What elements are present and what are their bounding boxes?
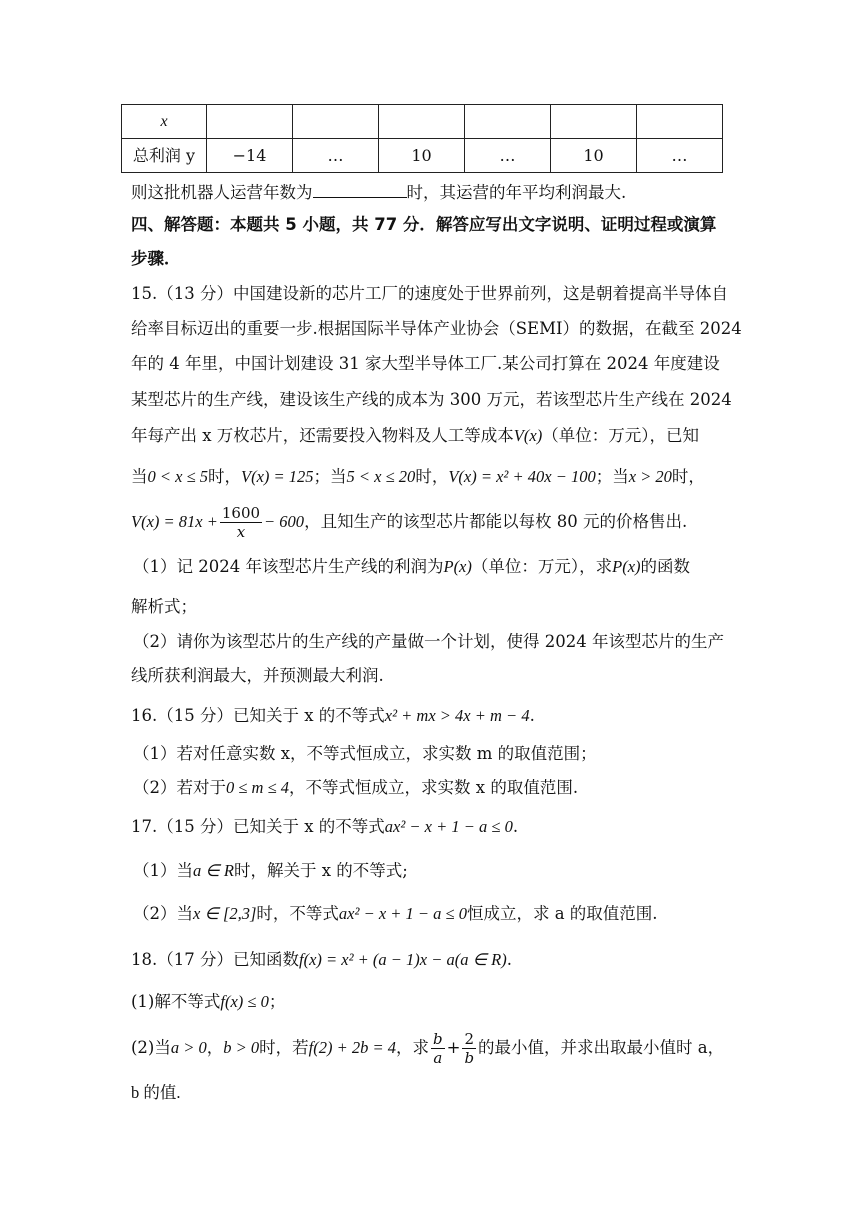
text: 时， bbox=[415, 467, 449, 486]
data-table bbox=[121, 104, 723, 173]
text: (2)当 bbox=[131, 1038, 171, 1057]
table-cell: 10 bbox=[379, 139, 465, 173]
text: 时，不等式 bbox=[256, 904, 339, 923]
formula: x² + mx > 4x + m − 4 bbox=[384, 706, 530, 725]
formula: V(x) = x² + 40x − 100 bbox=[448, 467, 596, 486]
table-cell: x bbox=[122, 105, 207, 139]
q15-line-1: 15.（13 分）中国建设新的芯片工厂的速度处于世界前列，这是朝着提高半导体自 bbox=[131, 284, 728, 303]
text: 则这批机器人运营年数为 bbox=[131, 183, 313, 202]
formula: f(x) ≤ 0 bbox=[220, 992, 269, 1011]
q15-line-6 bbox=[131, 466, 705, 488]
text: ； bbox=[268, 992, 286, 1011]
q15-part-2-cont: 线所获利润最大，并预测最大利润. bbox=[131, 666, 384, 685]
text: 时，其运营的年平均利润最大. bbox=[406, 183, 627, 202]
text: 16.（15 分）已知关于 x 的不等式 bbox=[131, 706, 385, 725]
fraction bbox=[462, 1030, 476, 1067]
fraction bbox=[431, 1030, 445, 1067]
text: （1）记 2024 年该型芯片生产线的利润为 bbox=[133, 557, 444, 576]
table-cell bbox=[379, 105, 465, 139]
q15-line-4: 某型芯片的生产线，建设该生产线的成本为 300 万元，若该型芯片生产线在 2024 bbox=[131, 390, 732, 409]
table-cell bbox=[207, 105, 293, 139]
text: . bbox=[529, 706, 535, 725]
q15-part-1-cont: 解析式； bbox=[131, 597, 197, 616]
q15-line-7 bbox=[131, 500, 687, 544]
numerator: b bbox=[433, 1030, 443, 1048]
q17-part-2 bbox=[133, 903, 658, 925]
formula: x ∈ [2,3] bbox=[193, 904, 257, 923]
text: ，不等式恒成立，求实数 x 的取值范围. bbox=[289, 778, 579, 797]
formula: b > 0 bbox=[223, 1038, 260, 1057]
text: b 的值. bbox=[131, 1083, 181, 1102]
q18-part-2-cont bbox=[131, 1082, 181, 1104]
formula: 0 < x ≤ 5 bbox=[147, 467, 209, 486]
text: 时， bbox=[208, 467, 242, 486]
denominator: x bbox=[220, 522, 262, 541]
formula: x > 20 bbox=[628, 467, 672, 486]
text: 的最小值，并求出取最小值时 a， bbox=[478, 1038, 725, 1057]
table-cell bbox=[637, 105, 723, 139]
table-cell: 10 bbox=[551, 139, 637, 173]
q14-answer-line bbox=[131, 182, 626, 204]
q17-part-1 bbox=[133, 860, 408, 882]
q15-line-5 bbox=[131, 425, 699, 447]
text: (1)解不等式 bbox=[131, 992, 221, 1011]
formula: V(x) = 125 bbox=[241, 467, 314, 486]
formula: a ∈ R bbox=[193, 861, 234, 880]
numerator: 2 bbox=[464, 1030, 475, 1048]
q18-part-2 bbox=[131, 1026, 724, 1070]
text: （2）当 bbox=[133, 904, 193, 923]
table-row-x bbox=[122, 105, 723, 139]
text: ；当 bbox=[595, 467, 629, 486]
text: 恒成立，求 a 的取值范围. bbox=[466, 904, 658, 923]
formula: − 600 bbox=[264, 512, 305, 531]
denominator: b bbox=[464, 1049, 475, 1067]
q18-part-1 bbox=[131, 991, 285, 1013]
denominator: a bbox=[431, 1048, 445, 1067]
q18-line-1 bbox=[131, 949, 512, 971]
q15-line-3: 年的 4 年里，中国计划建设 31 家大型半导体工厂.某公司打算在 2024 年度建设 bbox=[131, 354, 720, 373]
formula: ax² − x + 1 − a ≤ 0 bbox=[338, 904, 467, 923]
text: （单位：万元），已知 bbox=[542, 426, 699, 445]
text: ；当 bbox=[313, 467, 347, 486]
text: 当 bbox=[131, 467, 148, 486]
formula: f(2) + 2b = 4 bbox=[308, 1038, 396, 1057]
table-cell: … bbox=[293, 139, 379, 173]
text: 17.（15 分）已知关于 x 的不等式 bbox=[131, 817, 385, 836]
text: ，且知生产的该型芯片都能以每枚 80 元的价格售出. bbox=[304, 512, 688, 531]
text: ， bbox=[206, 1038, 224, 1057]
formula: f(x) = x² + (a − 1)x − a(a ∈ R) bbox=[298, 950, 507, 969]
text: ，求 bbox=[396, 1038, 429, 1057]
table-cell bbox=[465, 105, 551, 139]
table-cell: … bbox=[637, 139, 723, 173]
formula: 5 < x ≤ 20 bbox=[346, 467, 416, 486]
formula: ax² − x + 1 − a ≤ 0 bbox=[384, 817, 513, 836]
q15-line-2: 给率目标迈出的重要一步.根据国际半导体产业协会（SEMI）的数据，在截至 2024 bbox=[131, 319, 742, 338]
section-heading-cont: 步骤． bbox=[131, 249, 181, 268]
q15-part-1 bbox=[133, 556, 690, 578]
table-cell: … bbox=[465, 139, 551, 173]
formula: P(x) bbox=[443, 557, 472, 576]
text: 的函数 bbox=[640, 557, 691, 576]
formula: P(x) bbox=[612, 557, 641, 576]
text: 时，若 bbox=[259, 1038, 309, 1057]
text: （2）若对于 bbox=[133, 778, 226, 797]
table-cell: −14 bbox=[207, 139, 293, 173]
q16-part-1: （1）若对任意实数 x，不等式恒成立，求实数 m 的取值范围； bbox=[133, 744, 597, 763]
text: . bbox=[512, 817, 519, 836]
table-cell: 总利润 y bbox=[122, 139, 207, 173]
table-row-y bbox=[122, 139, 723, 173]
section-heading: 四、解答题：本题共 5 小题，共 77 分．解答应写出文字说明、证明过程或演算 bbox=[131, 215, 717, 234]
text: 18.（17 分）已知函数 bbox=[131, 950, 299, 969]
q16-line-1 bbox=[131, 705, 535, 727]
fraction bbox=[220, 504, 262, 541]
formula: a > 0 bbox=[170, 1038, 207, 1057]
text: 时，解关于 x 的不等式; bbox=[233, 861, 408, 880]
text: . bbox=[506, 950, 512, 969]
table-cell bbox=[293, 105, 379, 139]
text: （1）当 bbox=[133, 861, 193, 880]
formula: V(x) = 81x + bbox=[131, 512, 218, 531]
answer-blank bbox=[313, 197, 407, 198]
table-cell bbox=[551, 105, 637, 139]
q16-part-2 bbox=[133, 777, 578, 799]
q17-line-1 bbox=[131, 816, 518, 838]
q15-part-2: （2）请你为该型芯片的生产线的产量做一个计划，使得 2024 年该型芯片的生产 bbox=[133, 632, 724, 651]
text: （单位：万元），求 bbox=[471, 557, 613, 576]
text: 年每产出 x 万枚芯片，还需要投入物料及人工等成本 bbox=[131, 426, 514, 445]
formula: 0 ≤ m ≤ 4 bbox=[226, 778, 290, 797]
plus-sign: + bbox=[446, 1038, 461, 1057]
formula: V(x) bbox=[513, 426, 543, 445]
numerator: 1600 bbox=[221, 504, 261, 522]
text: 时， bbox=[671, 467, 705, 486]
